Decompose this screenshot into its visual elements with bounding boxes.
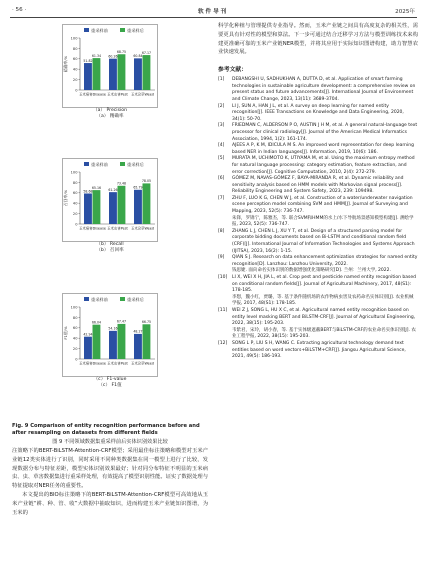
reference-text: LI X, WEI X H, JIA L, et al. Crop pest and pesticide named entity recognition based on conditional random fields[J]. Journal of Agricultural Machinery, 2017, 48(S1): 178-185. (232, 275, 417, 294)
bar (118, 324, 126, 359)
recall-chart (62, 158, 158, 242)
y-tick-label: 100 (70, 305, 78, 310)
reference-item (218, 328, 418, 341)
left-body-text (12, 447, 208, 517)
reference-text: 朱锋，罗锦宁，陈雅杰，等. 联合SVM和HMM的水上/水下导航场景感知模型构建[J]. 测绘学报, 2023, 52(5): 736-747. (232, 215, 414, 228)
f1-chart (62, 293, 158, 377)
bar-value-label: 67.47 (116, 319, 127, 324)
reference-item (218, 156, 418, 176)
bar (109, 331, 117, 359)
reference-item (218, 196, 418, 216)
x-tick-label: 玉米病害Disease (79, 92, 106, 97)
figure-panel-a (62, 24, 158, 120)
panel-a-caption: （a） Precision (93, 108, 127, 113)
bar (93, 325, 101, 359)
bar (109, 192, 117, 224)
y-tick-label: 80 (72, 315, 78, 320)
legend-swatch (120, 28, 125, 32)
y-axis-label: 召回率/% (63, 189, 68, 207)
reference-text: ZHANG L J, CHEN L J, XU Y T, et al. Design of a structured parsing model for corporate bidding documents based on Bi-LSTM and conditional random field (CRF)[J]. International Journal of Information Technologies and Systems Approach (IJITSA), 2023, 16(2): 1-15. (232, 228, 415, 254)
panel-b-caption-zh: （b） 召回率 (96, 248, 124, 253)
legend-label: 重采样后 (127, 28, 144, 33)
legend-label: 重采样后 (127, 297, 144, 302)
conclusion-paragraph: 科学化种植与管理提供专业指导。然而，玉米产业链之间具有高度复杂的相关性，需要更具有针对性的模型和算法。下一步可通过结合迁移学习方法与模型训练技术来构建更准确可靠的玉米产业链NER模型，并将其应用于实际知识图谱构建，助力智慧农业快速发展。 (218, 23, 418, 56)
y-tick-label: 20 (72, 212, 78, 216)
legend-swatch (120, 297, 125, 301)
reference-text: 李想，魏小红，贾璐，等. 基于条件随机场的农作物病虫害及农药命名实体识别[J]. 农业机械学报, 2017, 48(S1): 178-185. (232, 294, 414, 307)
y-tick-label: 40 (72, 201, 78, 206)
panel-c-caption-zh: （c） F1值 (98, 383, 122, 388)
panel-b-caption: （b） Recall (96, 242, 124, 247)
figure-caption-zh: 图 9 不同领域数据集重采样前后实体识别效果比较 (52, 439, 168, 445)
bar (143, 55, 151, 90)
legend-label: 重采样后 (127, 162, 144, 167)
precision-chart (62, 24, 158, 108)
legend-swatch (84, 162, 89, 166)
reference-text: MURATA M, UCHIMOTO K, UTIYAMA M, et al. Using the maximum entropy method for natural language processing: category estimation, feature extraction, and error correction[J]. Cognitive Computation, 2010, 2(4): 272-279. (232, 156, 415, 175)
y-tick-label: 60 (72, 326, 78, 331)
bar-value-label: 65.79 (133, 185, 143, 190)
bar (143, 324, 151, 359)
x-tick-label: 玉米病害Disease (79, 226, 106, 231)
y-axis-label: F1值/% (63, 326, 68, 340)
reference-item (218, 77, 418, 103)
reference-text: DEBANGSHI U, SADHUKHAN A, DUTTA D, et al. Application of smart farming technologies in sustainable agriculture development: a comprehensive review on present status and future advancements[J]. International Journal of Environment and Climate Change, 2023, 13(11): 3689-3704. (232, 77, 416, 102)
bar-value-label: 54.16 (108, 326, 118, 331)
bar (134, 58, 142, 90)
reference-item (218, 229, 418, 255)
right-column (218, 22, 418, 361)
reference-number: [4] (218, 143, 225, 149)
bar-value-label: 65.16 (91, 185, 102, 190)
panel-c-caption: （c） F1-value (93, 377, 127, 382)
bar-value-label: 66.75 (141, 320, 152, 325)
x-tick-label: 玉米杂草Weed (130, 226, 155, 231)
reference-text: SONG L P, LIU S H, WANG C. Extracting agricultural technology demand text entities based on word vectors+BiLSTM+CRF[J]. Jiangsu Agricultural Science, 2021, 49(5): 186-193. (232, 340, 406, 360)
journal-name: 软 件 导 刊 (198, 9, 227, 15)
reference-number: [7] (218, 195, 225, 201)
figure-panel-c (62, 293, 158, 389)
panel-a-caption-zh: （a） 精确率 (96, 114, 124, 119)
bar (93, 190, 101, 224)
reference-list (218, 77, 418, 361)
bar-value-label: 60.26 (108, 54, 118, 59)
y-tick-label: 20 (72, 347, 78, 351)
reference-number: [2] (218, 103, 225, 109)
bar (118, 54, 126, 90)
reference-item (218, 268, 418, 275)
legend-label: 重采样前 (91, 162, 108, 167)
bar-value-label: 73.48 (116, 181, 127, 186)
legend-swatch (120, 162, 125, 166)
reference-number: [3] (218, 123, 225, 129)
references-heading: 参考文献： (218, 67, 247, 74)
reference-number: [6] (218, 176, 225, 182)
x-tick-label: 玉米虫害Pest (107, 92, 128, 97)
bar (109, 59, 117, 90)
x-tick-label: 玉米杂草Weed (130, 361, 155, 366)
left-body-paragraph (12, 447, 208, 517)
reference-text: 韦紫君，宋玲，胡小春，等. 基于实体级遮蔽BERT与BiLSTM-CRF的农业命名实体识别[J]. 农业工程学报, 2022, 38(15): 195-203. (232, 327, 416, 340)
reference-item (218, 216, 418, 229)
y-tick-label: 60 (72, 57, 78, 62)
reference-item (218, 123, 418, 143)
body-sentence-1: 本文提出的BIO标注策略下的BERT-BiLSTM-Attention-CRF模型可高效地从玉米产业链“耕、种、管、收”大数据中抽取知识，进而构建玉米产业链知识图谱，为玉米的 (12, 491, 208, 516)
reference-text: ZHU F, LUO K G, CHEN W J, et al. Construction of a water/underwater navigation scene perception model combining SVM and HMM[J]. Journal of Surveying and Mapping, 2023, 52(5): 736-747. (232, 195, 413, 215)
y-tick-label: 80 (72, 180, 78, 185)
body-sentence-0: 注策略下的BERT-BiLSTM-Attention-CRF模型；采用最佳标注策略和模型对玉米产业链12类实体进行了识别，同时采用不同种类数据集在同一模型上进行了比较，发现数据分布与特征差距，模型实体识别效果最好；针对同分布特征不明显的玉米病虫、虫、草害数据集进行重采样处理，有效提高了模型识别性能。证实了数据处理与特征提取对NER任务的重要性。 (12, 448, 208, 490)
bar-value-label: 61.26 (108, 187, 118, 192)
reference-item (218, 143, 418, 156)
y-tick-label: 100 (70, 36, 78, 41)
y-tick-label: 60 (72, 191, 78, 196)
legend-swatch (84, 297, 89, 301)
y-tick-label: 40 (72, 67, 78, 72)
y-tick-label: 0 (75, 88, 78, 93)
issue-year: 2025年 (395, 9, 415, 15)
bar-value-label: 48.27 (133, 329, 143, 334)
reference-item (218, 176, 418, 196)
bar-value-label: 42.94 (83, 332, 93, 337)
y-tick-label: 100 (70, 170, 78, 175)
reference-number: [1] (218, 77, 225, 83)
bar (93, 58, 101, 90)
bar (134, 190, 142, 224)
page-number: · 56 · (12, 7, 27, 13)
reference-item (218, 295, 418, 308)
y-tick-label: 40 (72, 336, 78, 341)
legend-swatch (84, 28, 89, 32)
x-tick-label: 玉米虫害Pest (107, 226, 128, 231)
bar (134, 334, 142, 359)
reference-item (218, 104, 418, 124)
x-tick-label: 玉米杂草Weed (130, 92, 155, 97)
bar-value-label: 51.82 (83, 58, 93, 63)
reference-item (218, 275, 418, 295)
reference-text: QIAN S J. Research on data enhancement optimization strategies for named entity recognition[D]. Lanzhou: Lanzhou University, 2022. (232, 255, 418, 267)
bar-value-label: 60.84 (133, 54, 143, 59)
figure-panel-b (62, 158, 158, 254)
reference-text: LI J, SUN A, HAN J L, et al. A survey on deep learning for named entity recognition[J]. IEEE Transactions on Knowledge and Data Engineering, 2020, 34(1): 50-70. (232, 103, 404, 122)
x-tick-label: 玉米虫害Pest (107, 361, 128, 366)
reference-number: [8] (218, 228, 225, 234)
bar-value-label: 61.34 (91, 53, 102, 58)
reference-text: 钱思婕. 面向命名实体识别的数据增强优化策略研究[D]. 兰州：兰州大学, 2022. (232, 268, 391, 274)
bar-value-label: 68.75 (116, 50, 127, 55)
header-rule (10, 17, 417, 18)
reference-text: WEI Z J, SONG L, HU X C, et al. Agricultural named entity recognition based on entity level masking BERT and BiLSTM-CRF[J]. Journal of Agricultural Engineering, 2022, 38(15): 195-203. (232, 307, 416, 327)
bar-value-label: 66.04 (91, 320, 102, 325)
y-tick-label: 0 (75, 222, 78, 227)
bar (84, 193, 92, 224)
reference-text: FRIEDMAN C, ALDERSON P O, AUSTIN J H M, et al. A general natural-language text processor for clinical radiology[J]. Journal of the American Medical Informatics Association, 1994, 1(2): 161-174. (232, 123, 418, 142)
bar (143, 183, 151, 224)
legend-label: 重采样前 (91, 28, 108, 33)
y-axis-label: 精确率/% (63, 55, 68, 73)
reference-text: AJEES A P, K M, IDICULA M S. An improved word representation for deep learning based NER in Indian languages[J]. Information, 2019, 10(6): 186. (232, 143, 414, 155)
bar-value-label: 67.17 (141, 50, 152, 55)
reference-number: [10] (218, 275, 228, 280)
x-tick-label: 玉米病害Disease (79, 361, 106, 366)
reference-number: [5] (218, 156, 225, 162)
bar-value-label: 58.68 (83, 189, 93, 194)
figure-caption-en: Fig. 9 Comparison of entity recognition performance before and after resampling on datasets from different fields (12, 423, 200, 436)
y-tick-label: 80 (72, 46, 78, 51)
bar (84, 63, 92, 90)
reference-number: [9] (218, 255, 225, 261)
reference-item (218, 341, 418, 361)
legend-label: 重采样前 (91, 297, 108, 302)
y-tick-label: 0 (75, 357, 78, 362)
y-tick-label: 20 (72, 78, 78, 82)
reference-item (218, 308, 418, 328)
reference-number: [12] (218, 340, 228, 346)
bar (118, 186, 126, 224)
reference-text: GÓMEZ M, NAVAS-GÓMEZ F, BAYA-MIRANDA R, et al. Dynamic reliability and sensitivity analysis based on HMM models with Markovian signal process[J]. Reliability Engineering and System Safety, 2023, 239: 109498. (232, 176, 404, 195)
bar (84, 337, 92, 359)
reference-item (218, 255, 418, 268)
bar-value-label: 78.05 (141, 179, 152, 184)
reference-number: [11] (218, 307, 228, 313)
